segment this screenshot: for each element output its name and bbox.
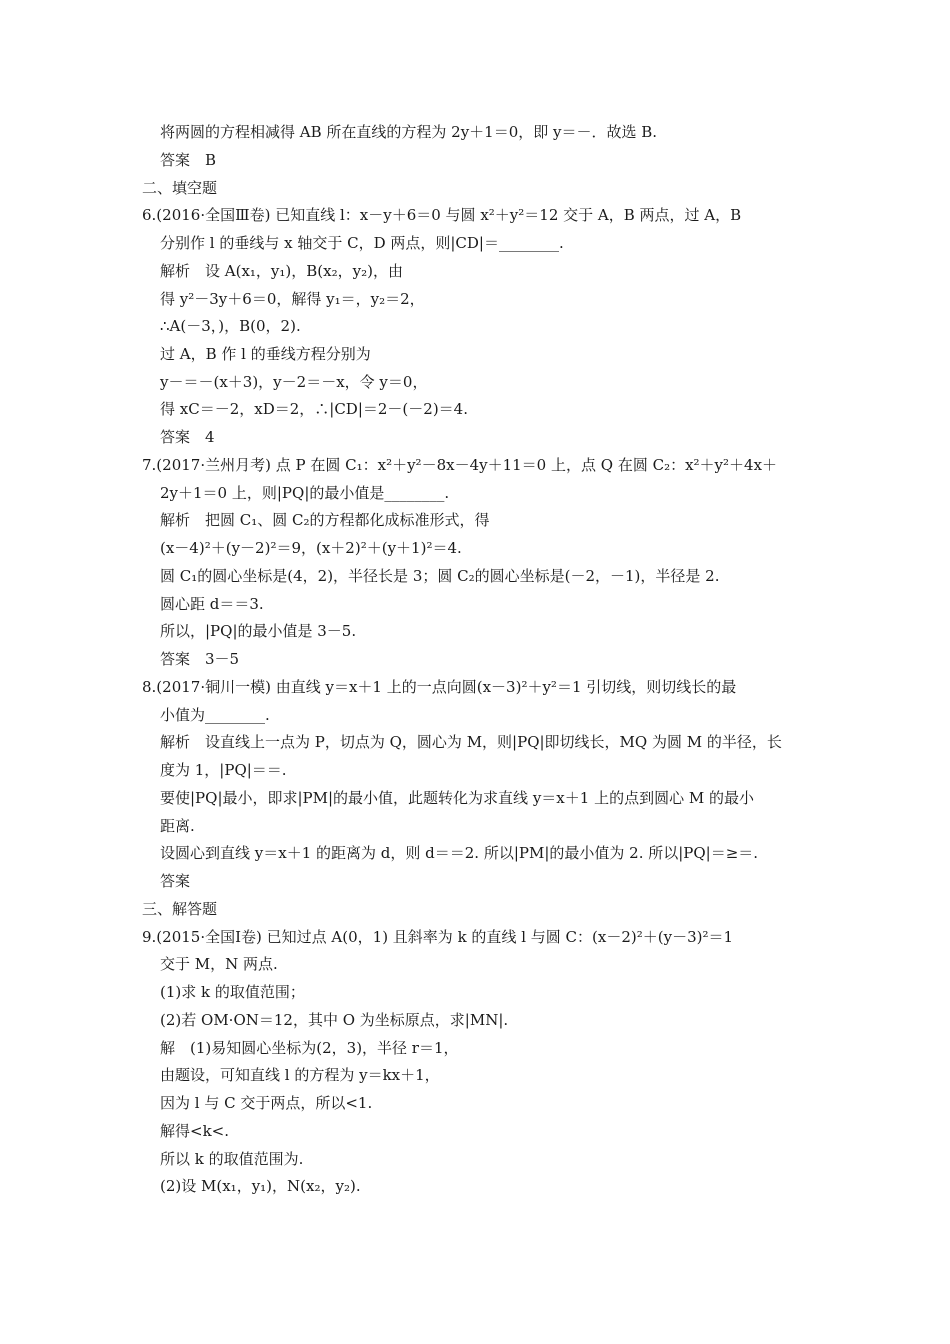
text-line: 由题设，可知直线 l 的方程为 y＝kx＋1， — [160, 1066, 440, 1084]
answer-line: 答案 B — [160, 151, 217, 169]
problem-statement: 分别作 l 的垂线与 x 轴交于 C，D 两点，则|CD|＝________. — [160, 234, 564, 252]
answer-line: 答案 4 — [160, 428, 215, 446]
problem-statement: 7.(2017·兰州月考) 点 P 在圆 C₁：x²＋y²－8x－4y＋11＝0 上，点 Q 在圆 C₂：x²＋y²＋4x＋ — [142, 456, 778, 474]
text-line: 解 (1)易知圆心坐标为(2，3)，半径 r＝1， — [160, 1039, 459, 1057]
text-line: ∴A(－3，)，B(0，2). — [160, 317, 301, 335]
text-line: 所以，|PQ|的最小值是 3－5. — [160, 622, 357, 640]
text-line: 因为 l 与 C 交于两点，所以<1. — [160, 1094, 373, 1112]
text-line: 圆心距 d＝＝3. — [160, 595, 264, 613]
text-line: 将两圆的方程相减得 AB 所在直线的方程为 2y＋1＝0，即 y＝－．故选 B. — [160, 123, 658, 141]
text-line: 解析 设直线上一点为 P，切点为 Q，圆心为 M，则|PQ|即切线长，MQ 为圆 M 的半径，长 — [160, 733, 782, 751]
text-line: 解析 设 A(x₁，y₁)，B(x₂，y₂)，由 — [160, 262, 403, 280]
problem-statement: 2y＋1＝0 上，则|PQ|的最小值是________. — [160, 484, 450, 502]
problem-statement: 8.(2017·铜川一模) 由直线 y＝x＋1 上的一点向圆(x－3)²＋y²＝1 引切线，则切线长的最 — [142, 678, 737, 696]
text-line: 解析 把圆 C₁、圆 C₂的方程都化成标准形式，得 — [160, 511, 490, 529]
text-line: (2)设 M(x₁，y₁)，N(x₂，y₂). — [160, 1177, 361, 1195]
text-line: 解得<k<. — [160, 1122, 229, 1140]
text-line: 距离. — [160, 817, 195, 835]
text-line: 要使|PQ|最小，即求|PM|的最小值，此题转化为求直线 y＝x＋1 上的点到圆心 M 的最小 — [160, 789, 754, 807]
section-heading: 三、解答题 — [142, 900, 218, 918]
text-line: 得 xC＝－2，xD＝2，∴|CD|＝2－(－2)＝4. — [160, 400, 468, 418]
text-line: y－＝－(x＋3)，y－2＝－x，令 y＝0， — [160, 373, 428, 391]
problem-statement: 交于 M，N 两点. — [160, 955, 278, 973]
text-line: 圆 C₁的圆心坐标是(4，2)，半径长是 3；圆 C₂的圆心坐标是(－2，－1)，半径是 2. — [160, 567, 720, 585]
answer-line: 答案 — [160, 872, 191, 890]
problem-statement: 6.(2016·全国Ⅲ卷) 已知直线 l：x－y＋6＝0 与圆 x²＋y²＝12 交于 A，B 两点，过 A，B — [142, 206, 742, 224]
text-line: (2)若 OM·ON＝12，其中 O 为坐标原点，求|MN|. — [160, 1011, 509, 1029]
text-line: 所以 k 的取值范围为. — [160, 1150, 304, 1168]
text-line: 度为 1，|PQ|＝＝. — [160, 761, 287, 779]
text-line: 设圆心到直线 y＝x＋1 的距离为 d，则 d＝＝2. 所以|PM|的最小值为 2. 所以|PQ|＝≥＝. — [160, 844, 759, 862]
problem-statement: 9.(2015·全国Ⅰ卷) 已知过点 A(0，1) 且斜率为 k 的直线 l 与圆 C：(x－2)²＋(y－3)²＝1 — [142, 928, 734, 946]
problem-statement: 小值为________. — [160, 706, 270, 724]
section-heading: 二、填空题 — [142, 179, 218, 197]
text-line: (x－4)²＋(y－2)²＝9，(x＋2)²＋(y＋1)²＝4. — [160, 539, 462, 557]
answer-line: 答案 3－5 — [160, 650, 240, 668]
text-line: (1)求 k 的取值范围； — [160, 983, 305, 1001]
text-line: 过 A，B 作 l 的垂线方程分别为 — [160, 345, 371, 363]
text-line: 得 y²－3y＋6＝0，解得 y₁＝，y₂＝2， — [160, 290, 425, 308]
